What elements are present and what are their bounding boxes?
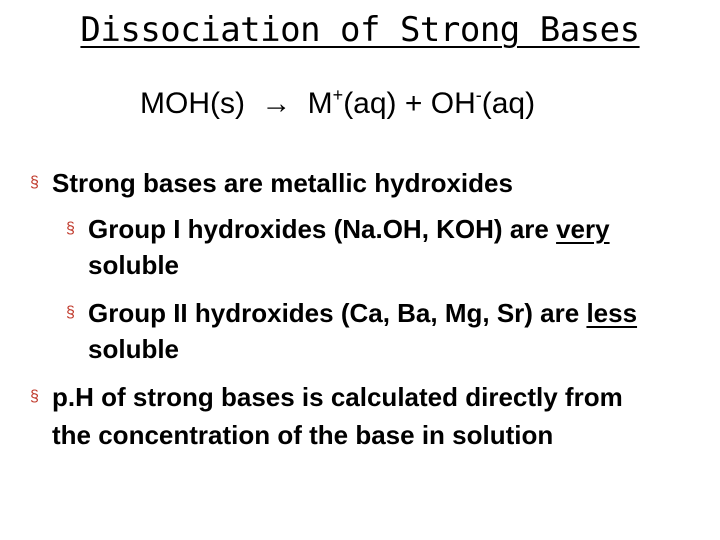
sub-bullet-item xyxy=(88,210,610,248)
emphasis-word: less xyxy=(586,298,638,328)
emphasis-word: very xyxy=(556,214,610,244)
slide-title: Dissociation of Strong Bases xyxy=(80,10,640,50)
sub-bullet-item xyxy=(88,294,637,332)
anion-charge: - xyxy=(475,85,482,105)
bullet-continuation: the concentration of the base in solution xyxy=(52,420,554,450)
dissociation-equation xyxy=(140,82,535,126)
sub-bullet-marker-icon: § xyxy=(66,220,75,237)
equation-anion: OH xyxy=(430,87,476,120)
cation-charge: + xyxy=(332,85,344,105)
sub-bullet-continuation: soluble xyxy=(88,334,180,364)
sub-bullet-marker-icon: § xyxy=(66,304,75,321)
sub-bullet-continuation: soluble xyxy=(88,250,180,280)
anion-state: (aq) xyxy=(481,87,536,120)
equation-reactant: MOH(s) xyxy=(140,87,245,120)
sub-bullet-text: Group II hydroxides (Ca, Ba, Mg, Sr) are xyxy=(88,298,587,328)
sub-bullet-text: Group I hydroxides (Na.OH, KOH) are xyxy=(88,214,557,244)
bullet-item: Strong bases are metallic hydroxides xyxy=(52,168,513,198)
bullet-marker-icon: § xyxy=(30,174,39,191)
equation-cation: M xyxy=(307,87,333,120)
cation-state: (aq) + xyxy=(343,87,431,120)
reaction-arrow-icon: → xyxy=(261,87,292,120)
bullet-marker-icon: § xyxy=(30,388,39,405)
bullet-item: p.H of strong bases is calculated directly from xyxy=(52,382,623,412)
